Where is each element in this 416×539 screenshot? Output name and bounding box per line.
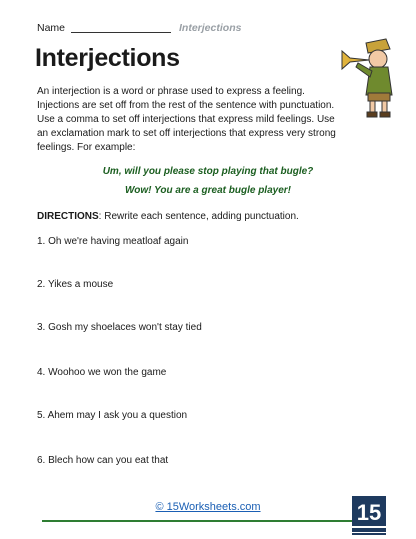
- exercise-item-6: 6. Blech how can you eat that: [37, 455, 169, 466]
- directions: [37, 211, 299, 222]
- exercise-item-5: 5. Ahem may I ask you a question: [37, 410, 188, 421]
- worksheet-title: Interjections: [35, 44, 180, 72]
- name-field-row: [37, 22, 241, 34]
- bugle-player-illustration: [336, 37, 400, 119]
- exercise-item-3: 3. Gosh my shoelaces won't stay tied: [37, 322, 202, 333]
- footer-copyright-link[interactable]: © 15Worksheets.com: [155, 501, 261, 513]
- directions-label: DIRECTIONS: [37, 211, 99, 222]
- worksheet-topic: Interjections: [179, 22, 242, 34]
- example-sentence-2: Wow! You are a great bugle player!: [125, 185, 291, 196]
- 15worksheets-logo: [352, 496, 386, 536]
- name-label: Name: [37, 22, 66, 34]
- exercise-item-1: 1. Oh we're having meatloaf again: [37, 236, 189, 247]
- name-blank-line[interactable]: [71, 23, 171, 33]
- svg-text:15: 15: [356, 500, 382, 525]
- intro-paragraph: An interjection is a word or phrase used to express a feeling. Injections are set off from the rest of the sentence with punctuation. Use a comma to set off interjections that express mild feelings. Use an exclamation mark to set off interjections that express very strong feelings. For example:: [37, 86, 336, 153]
- example-sentence-1: Um, will you please stop playing that bugle?: [102, 166, 314, 177]
- directions-text: : Rewrite each sentence, adding punctuation.: [98, 211, 299, 222]
- footer-divider: [42, 520, 374, 522]
- exercise-item-4: 4. Woohoo we won the game: [37, 367, 167, 378]
- exercise-item-2: 2. Yikes a mouse: [37, 279, 114, 290]
